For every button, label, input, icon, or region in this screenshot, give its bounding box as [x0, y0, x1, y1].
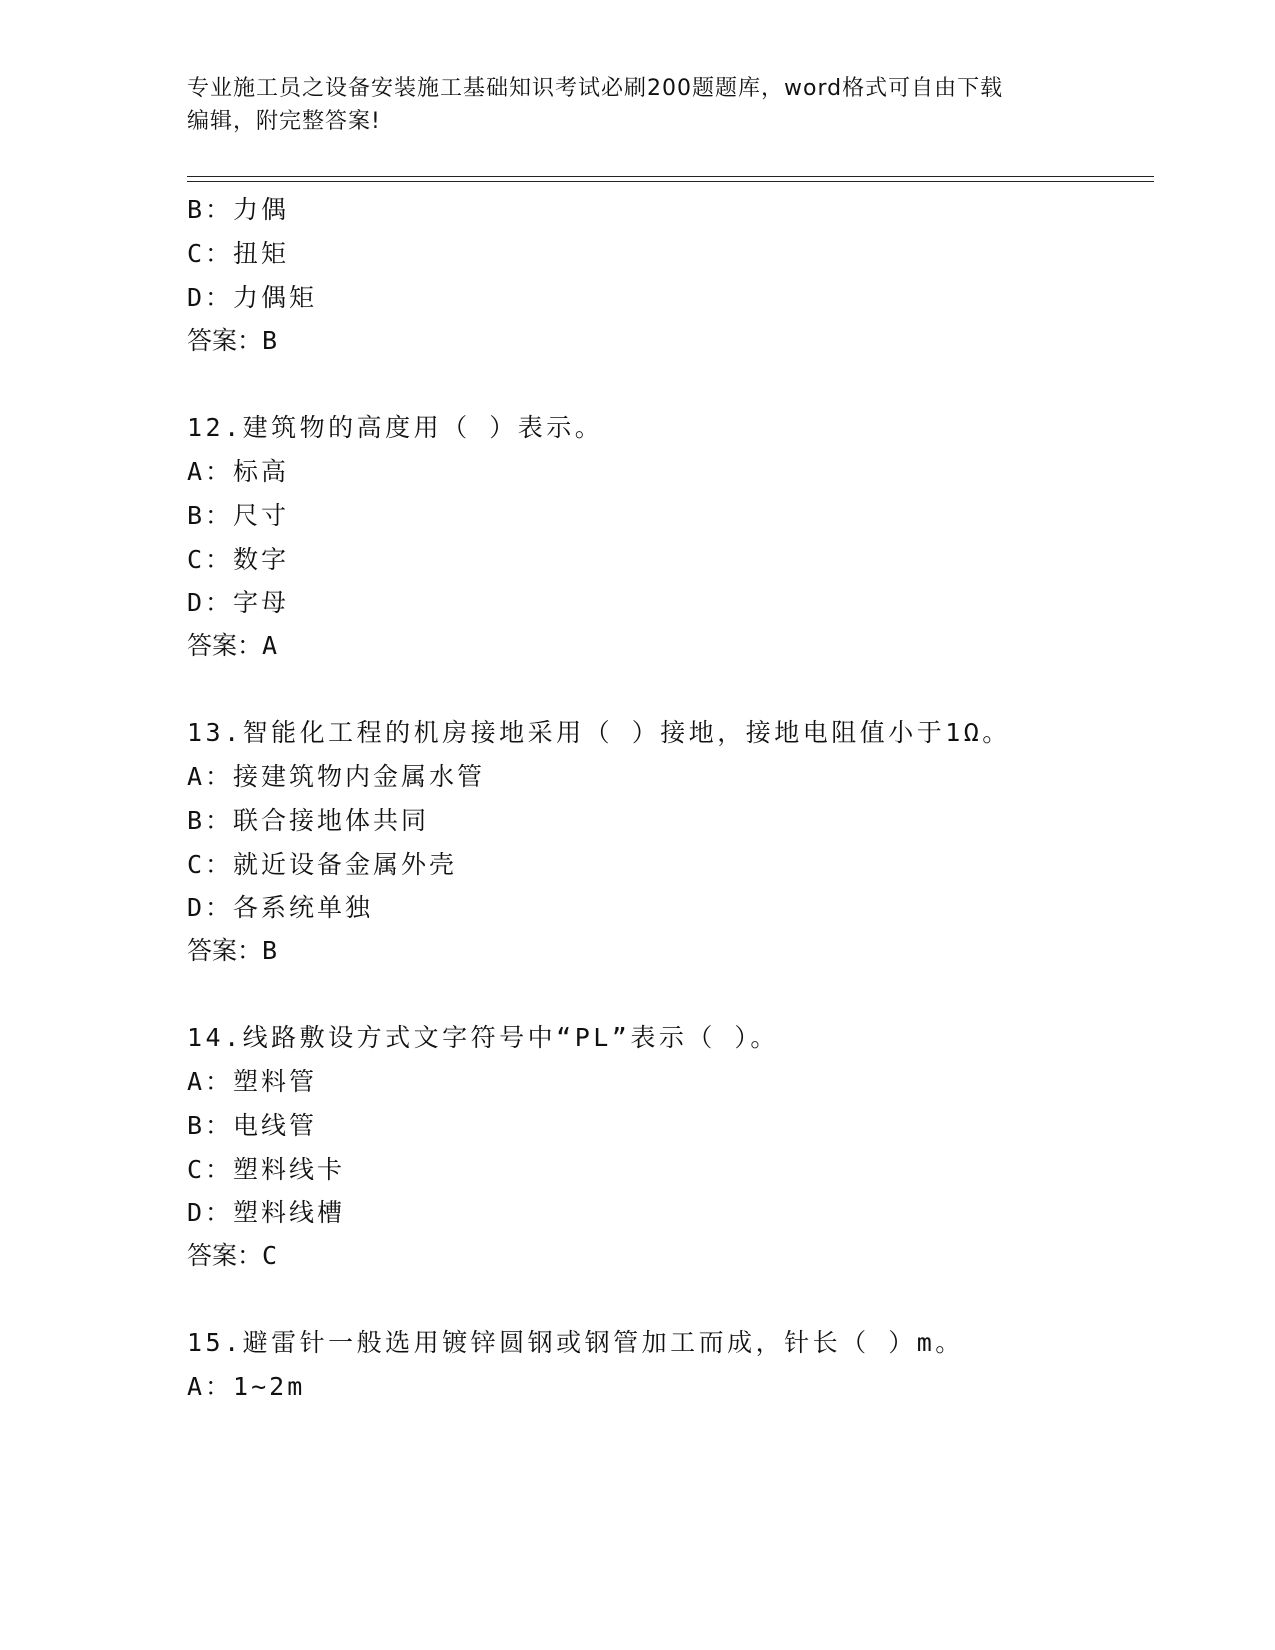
answer-label: 答案：	[187, 936, 263, 965]
question-13: 13.智能化工程的机房接地采用（ ）接地，接地电阻值小于1Ω。	[187, 718, 1011, 747]
answer-value: C	[262, 1241, 278, 1270]
option-b: B：联合接地体共同	[187, 806, 430, 835]
option-d: D：力偶矩	[187, 283, 318, 312]
header-line-1: 专业施工员之设备安装施工基础知识考试必刷200题题库，word格式可自由下载	[187, 76, 1004, 101]
header-line-2: 编辑，附完整答案!	[187, 109, 381, 134]
answer-line	[187, 326, 277, 356]
option-c: C：就近设备金属外壳	[187, 850, 458, 879]
option-d: D：字母	[187, 588, 290, 617]
answer-label: 答案：	[187, 1241, 263, 1270]
option-c: C：扭矩	[187, 239, 290, 268]
option-d: D：塑料线槽	[187, 1198, 346, 1227]
header-rule-bottom	[187, 181, 1154, 182]
document-header	[187, 72, 1087, 138]
option-b: B：尺寸	[187, 501, 290, 530]
answer-value: B	[262, 326, 278, 355]
option-c: C：数字	[187, 545, 290, 574]
option-a: A：塑料管	[187, 1067, 318, 1096]
option-a: A：接建筑物内金属水管	[187, 762, 486, 791]
option-a: A：1~2m	[187, 1372, 306, 1401]
answer-value: B	[262, 936, 278, 965]
option-c: C：塑料线卡	[187, 1155, 346, 1184]
option-a: A：标高	[187, 457, 290, 486]
answer-line	[187, 1241, 277, 1271]
question-15: 15.避雷针一般选用镀锌圆钢或钢管加工而成，针长（ ）m。	[187, 1328, 964, 1357]
answer-line	[187, 631, 277, 661]
option-d: D：各系统单独	[187, 893, 374, 922]
option-b: B：力偶	[187, 195, 290, 224]
header-rule-top	[187, 176, 1154, 177]
option-b: B：电线管	[187, 1111, 318, 1140]
question-12: 12.建筑物的高度用（ ）表示。	[187, 413, 604, 442]
answer-value: A	[262, 631, 278, 660]
answer-label: 答案：	[187, 631, 263, 660]
question-14: 14.线路敷设方式文字符号中“PL”表示（ ）。	[187, 1023, 779, 1052]
answer-label: 答案：	[187, 326, 263, 355]
answer-line	[187, 936, 277, 966]
